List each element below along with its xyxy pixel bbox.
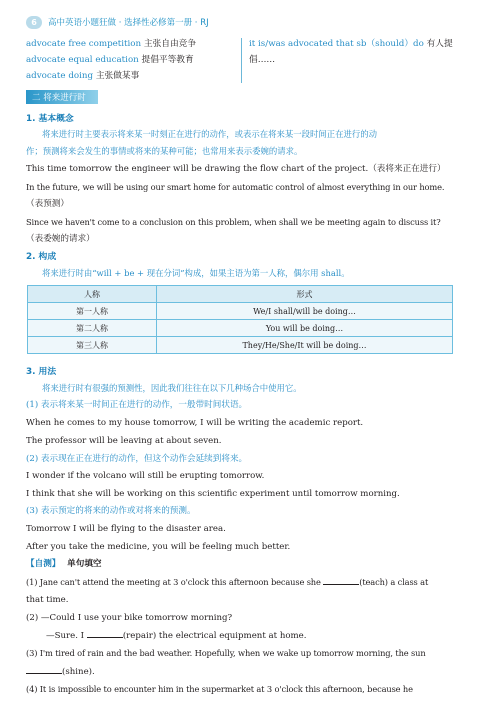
phrase-zh: 主张做某事 xyxy=(95,71,140,81)
table-row xyxy=(28,320,453,337)
usage-intro: 将来进行时有很强的预测性，因此我们往往在以下几种场合中使用它。 xyxy=(42,383,302,393)
table-row xyxy=(28,303,453,320)
phrase-item xyxy=(26,37,196,53)
definition-line: 将来进行时主要表示将来某一时刻正在进行的动作，或表示在将来某一段时间正在进行的动 xyxy=(42,129,377,139)
phrase-item xyxy=(249,37,453,53)
question-4: (4) It is impossible to encounter him in the supermarket at 3 o'clock this afternoon, because he xyxy=(26,684,413,694)
phrase-en: advocate free competition xyxy=(26,39,142,49)
question-text: —Sure. I xyxy=(46,631,85,641)
phrase-en: advocate equal education xyxy=(26,55,139,65)
phrase-zh: 有人提 xyxy=(426,39,453,49)
table-header-row xyxy=(28,286,453,303)
page-header xyxy=(26,15,209,29)
self-test-title: 单句填空 xyxy=(67,559,102,569)
book-title: 高中英语小题狂做 · 选择性必修第一册 · RJ xyxy=(48,18,209,28)
question-2: (2) —Could I use your bike tomorrow morning? xyxy=(26,613,233,623)
phrase-zh: 主张自由竞争 xyxy=(143,39,197,49)
heading-usage: 3. 用法 xyxy=(26,367,57,377)
definition-line: 作；预测将来会发生的事情或将来的某种可能；也常用来表示委婉的请求。 xyxy=(26,146,303,156)
question-2-reply xyxy=(46,629,307,643)
question-text: (repair) the electrical equipment at home. xyxy=(122,631,307,641)
column-divider xyxy=(241,38,242,83)
structure-description: 将来进行时由“will + be + 现在分词”构成，如果主语为第一人称，偶尔用 shall。 xyxy=(42,268,350,278)
question-text: (teach) a class at xyxy=(359,577,429,587)
example-sentence: This time tomorrow the engineer will be drawing the flow chart of the project.（表将来正在进行） xyxy=(26,164,446,174)
phrase-item xyxy=(26,53,194,69)
phrase-en: it is/was advocated that sb（should）do xyxy=(249,39,424,49)
example-sentence: I wonder if the volcano will still be erupting tomorrow. xyxy=(26,471,265,481)
section-banner: 二 将来进行时 xyxy=(26,90,98,104)
table-header: 人称 xyxy=(28,286,157,303)
phrase-zh: 倡…… xyxy=(249,55,276,65)
example-sentence: I think that she will be working on this scientific experiment until tomorrow morning. xyxy=(26,489,400,499)
self-test-tag: 【自测】 xyxy=(26,559,61,569)
example-note: （表委婉的请求） xyxy=(26,234,95,244)
answer-blank[interactable] xyxy=(26,665,62,674)
usage-point: (3) 表示预定的将来的动作或对将来的预测。 xyxy=(26,506,196,516)
heading-structure: 2. 构成 xyxy=(26,252,57,262)
phrase-zh: 提倡平等教育 xyxy=(141,55,194,65)
self-test-heading xyxy=(26,558,102,571)
table-header: 形式 xyxy=(157,286,453,303)
page-number: 6 xyxy=(26,16,42,29)
example-sentence: When he comes to my house tomorrow, I will be writing the academic report. xyxy=(26,418,364,428)
table-cell: 第三人称 xyxy=(28,337,157,354)
usage-point: (1) 表示将来某一时间正在进行的动作，一般带时间状语。 xyxy=(26,400,248,410)
answer-blank[interactable] xyxy=(323,576,359,585)
example-sentence: The professor will be leaving at about seven. xyxy=(26,436,222,446)
form-table xyxy=(27,285,453,354)
example-note: （表预测） xyxy=(26,199,69,209)
example-sentence: Since we haven't come to a conclusion on this problem, when shall we be meeting again to discuss it? xyxy=(26,217,441,227)
table-cell: We/I shall/will be doing… xyxy=(157,303,453,320)
table-cell: You will be doing… xyxy=(157,320,453,337)
table-cell: 第一人称 xyxy=(28,303,157,320)
question-text: (shine). xyxy=(62,667,95,677)
table-cell: 第二人称 xyxy=(28,320,157,337)
question-1-cont: that time. xyxy=(26,595,69,605)
example-sentence: In the future, we will be using our smart home for automatic control of almost everything in our home. xyxy=(26,182,445,192)
question-3: (3) I'm tired of rain and the bad weather. Hopefully, when we wake up tomorrow morning, the sun xyxy=(26,648,426,658)
phrase-item xyxy=(26,69,139,85)
table-row xyxy=(28,337,453,354)
question-3-cont xyxy=(26,665,95,679)
phrase-en: advocate doing xyxy=(26,71,94,81)
heading-basic-concept: 1. 基本概念 xyxy=(26,114,74,124)
example-sentence: Tomorrow I will be flying to the disaster area. xyxy=(26,524,226,534)
table-cell: They/He/She/It will be doing… xyxy=(157,337,453,354)
question-1 xyxy=(26,576,428,589)
usage-point: (2) 表示现在正在进行的动作，但这个动作会延续到将来。 xyxy=(26,454,248,464)
answer-blank[interactable] xyxy=(87,629,123,638)
example-sentence: After you take the medicine, you will be feeling much better. xyxy=(26,542,291,552)
phrase-item-cont xyxy=(249,53,275,69)
question-text: (1) Jane can't attend the meeting at 3 o'clock this afternoon because she xyxy=(26,577,321,587)
